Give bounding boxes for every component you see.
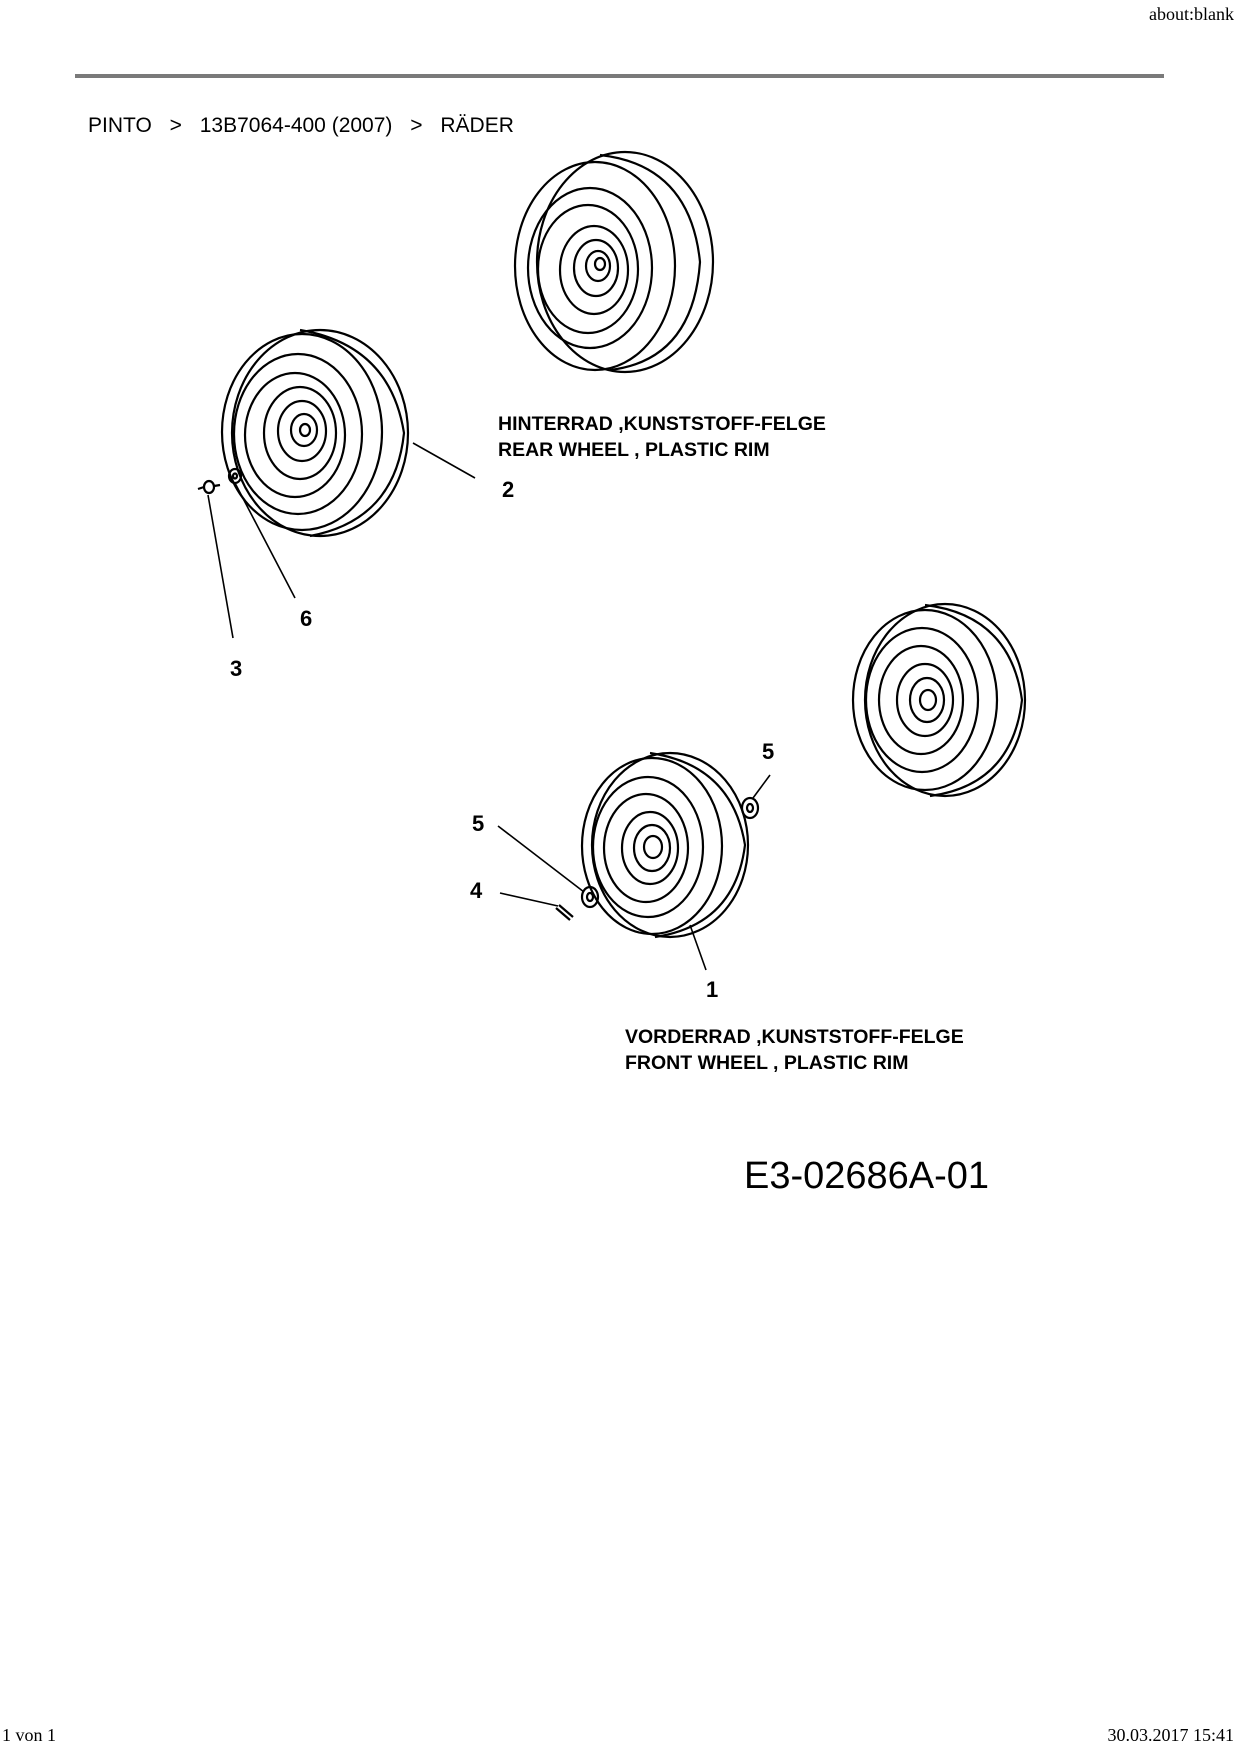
front-wheel-right-drawing [853, 604, 1025, 796]
part-number-front-wheel[interactable]: 1 [706, 977, 719, 1002]
rear-wheel-description-en: REAR WHEEL , PLASTIC RIM [498, 439, 770, 461]
front-wheel-drawing [582, 753, 748, 937]
part-number-bolt-rear[interactable]: 3 [230, 656, 243, 681]
part-number-washer-front-right[interactable]: 5 [762, 739, 775, 764]
print-footer-page: 1 von 1 [2, 1725, 56, 1745]
breadcrumb-item-model[interactable]: PINTO [88, 114, 152, 137]
breadcrumb-item-part-number[interactable]: 13B7064-400 (2007) [199, 114, 393, 137]
rear-bolt-drawing [198, 481, 220, 493]
breadcrumb-separator: > [169, 114, 182, 137]
front-wheel-description-en: FRONT WHEEL , PLASTIC RIM [625, 1052, 909, 1074]
rear-wheel-drawing [222, 330, 408, 536]
breadcrumb-separator: > [410, 114, 423, 137]
breadcrumb-item-section: RÄDER [440, 114, 514, 137]
part-number-washer-front-left[interactable]: 5 [472, 811, 485, 836]
front-wheel-description-de: VORDERRAD ,KUNSTSTOFF-FELGE [625, 1026, 964, 1048]
rear-wheel-upper-drawing [515, 152, 713, 372]
part-number-washer-rear[interactable]: 6 [300, 606, 313, 631]
rear-wheel-description-de: HINTERRAD ,KUNSTSTOFF-FELGE [498, 413, 826, 435]
part-number-rear-wheel[interactable]: 2 [502, 477, 515, 502]
front-washer-right-drawing [742, 798, 758, 818]
leader-lines [208, 443, 770, 970]
print-footer-datetime: 30.03.2017 15:41 [1107, 1725, 1234, 1745]
part-number-pin[interactable]: 4 [470, 878, 483, 903]
drawing-id: E3-02686A-01 [744, 1155, 990, 1197]
print-header-url: about:blank [1149, 4, 1234, 24]
front-pin-drawing [556, 905, 573, 920]
